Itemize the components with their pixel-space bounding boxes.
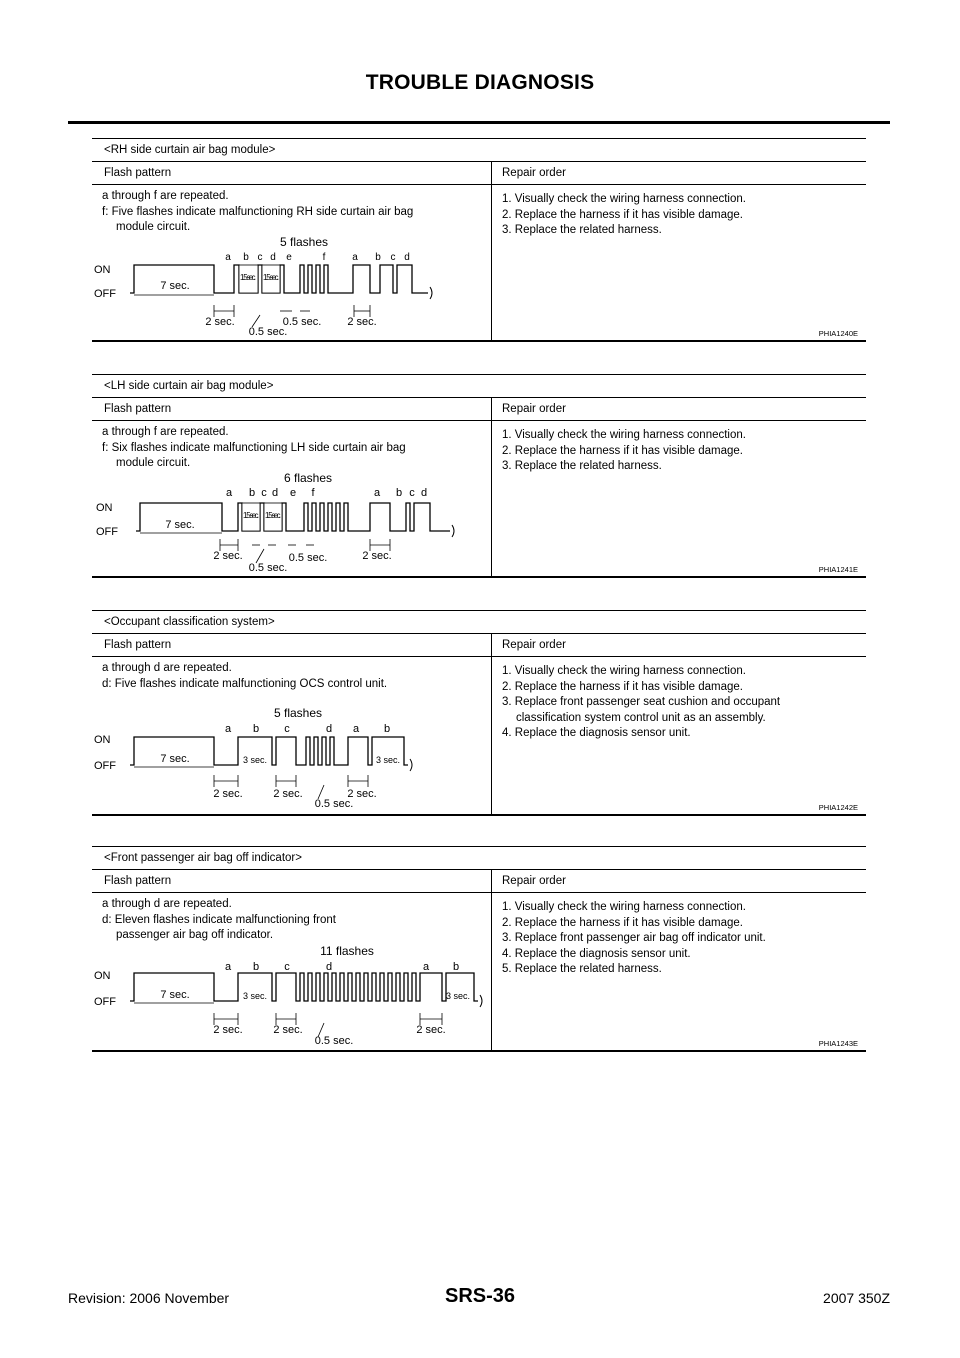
flash-pattern-header: Flash pattern bbox=[92, 870, 492, 892]
repair-step: 5. Replace the related harness. bbox=[502, 963, 662, 975]
pulse-letter: e bbox=[286, 252, 292, 263]
desc-line: d: Eleven flashes indicate malfunctioning front bbox=[102, 913, 336, 926]
pulse-letter: a bbox=[352, 723, 360, 735]
pulse-letter: c bbox=[284, 723, 290, 735]
pulse-letter: a bbox=[422, 961, 430, 973]
duration-box-label: 1.5 sec. bbox=[265, 511, 281, 520]
duration-7-sec: 7 sec. bbox=[160, 280, 190, 292]
duration-0-5-sec: 0.5 sec. bbox=[314, 1035, 354, 1047]
repair-step: 1. Visually check the wiring harness connection. bbox=[502, 665, 746, 677]
repair-step: 2. Replace the harness if it has visible damage. bbox=[502, 916, 743, 929]
duration-0-5-sec: 0.5 sec. bbox=[248, 326, 288, 338]
flashes-label: 6 flashes bbox=[283, 473, 333, 485]
duration-7-sec: 7 sec. bbox=[160, 753, 190, 765]
page-title: TROUBLE DIAGNOSIS bbox=[365, 71, 595, 94]
pulse-letter: f bbox=[311, 487, 315, 499]
section-title: <Occupant classification system> bbox=[92, 611, 866, 634]
table-body-row bbox=[92, 421, 866, 576]
flash-description bbox=[92, 421, 491, 472]
repair-step: 4. Replace the diagnosis sensor unit. bbox=[502, 727, 691, 739]
duration-box-label: 3 sec. bbox=[375, 755, 401, 765]
duration-2-sec: 2 sec. bbox=[362, 550, 392, 562]
duration-box-label: 3 sec. bbox=[445, 991, 471, 1001]
duration-2-sec: 2 sec. bbox=[416, 1024, 446, 1036]
section-lh-curtain bbox=[92, 374, 866, 578]
pulse-letter: e bbox=[289, 487, 297, 499]
flash-pattern-header: Flash pattern bbox=[92, 634, 492, 656]
pulse-letter: d bbox=[404, 252, 410, 263]
duration-box-label: 3 sec. bbox=[242, 991, 268, 1001]
pulse-letter: c bbox=[390, 252, 396, 263]
duration-2-sec: 2 sec. bbox=[213, 550, 243, 562]
on-label: ON bbox=[94, 970, 111, 982]
duration-2-sec: 2 sec. bbox=[273, 788, 303, 800]
repair-order-header: Repair order bbox=[502, 403, 566, 415]
table-body-row bbox=[92, 185, 866, 340]
repair-step: 3. Replace the related harness. bbox=[502, 224, 662, 236]
pulse-letter: b bbox=[383, 723, 391, 735]
pulse-letter: b bbox=[375, 252, 381, 263]
pulse-letter: b bbox=[248, 487, 256, 499]
desc-line: passenger air bag off indicator. bbox=[116, 929, 274, 941]
repair-step: 1. Visually check the wiring harness connection. bbox=[502, 193, 746, 205]
flash-pattern-diagram bbox=[92, 945, 492, 1050]
pulse-letter: c bbox=[284, 961, 290, 973]
figure-code: PHIA1243E bbox=[818, 1039, 858, 1048]
desc-line: d: Five flashes indicate malfunctioning OCS control unit. bbox=[102, 677, 388, 690]
table-header-row bbox=[92, 162, 866, 185]
section-front-passenger-indicator bbox=[92, 846, 866, 1052]
desc-line: module circuit. bbox=[116, 457, 191, 469]
pulse-letter: a bbox=[225, 487, 233, 499]
flash-pattern-header: Flash pattern bbox=[92, 398, 492, 420]
duration-7-sec: 7 sec. bbox=[160, 989, 190, 1001]
table-header-row bbox=[92, 634, 866, 657]
flash-pattern-diagram bbox=[92, 237, 492, 340]
off-label: OFF bbox=[94, 760, 116, 772]
duration-2-sec: 2 sec. bbox=[273, 1024, 303, 1036]
pulse-letter: c bbox=[409, 487, 415, 499]
pulse-letter: d bbox=[420, 487, 428, 499]
pulse-letter: d bbox=[270, 252, 276, 263]
revision-date: Revision: 2006 November bbox=[68, 1290, 230, 1306]
pulse-letter: b bbox=[452, 961, 460, 973]
repair-step: 3. Replace front passenger seat cushion and occupant bbox=[502, 696, 781, 708]
section-rh-curtain bbox=[92, 138, 866, 342]
flashes-label: 11 flashes bbox=[320, 945, 374, 958]
duration-0-5-sec: 0.5 sec. bbox=[248, 562, 288, 574]
pulse-letter: d bbox=[271, 487, 279, 499]
repair-order-header: Repair order bbox=[502, 639, 566, 651]
desc-line: a through d are repeated. bbox=[102, 898, 232, 910]
off-label: OFF bbox=[94, 288, 116, 300]
flash-description bbox=[92, 185, 491, 236]
repair-order-header: Repair order bbox=[502, 167, 566, 179]
repair-order-cell bbox=[492, 185, 866, 340]
figure-code: PHIA1242E bbox=[818, 803, 858, 812]
repair-step: 1. Visually check the wiring harness connection. bbox=[502, 429, 746, 441]
figure-code: PHIA1240E bbox=[818, 329, 858, 338]
figure-code: PHIA1241E bbox=[818, 565, 858, 574]
pulse-letter: f bbox=[322, 252, 326, 263]
duration-0-5-sec: 0.5 sec. bbox=[314, 798, 354, 810]
repair-step: 4. Replace the diagnosis sensor unit. bbox=[502, 947, 691, 960]
duration-2-sec: 2 sec. bbox=[205, 316, 235, 328]
pulse-letter: b bbox=[252, 723, 260, 735]
table-header-row bbox=[92, 398, 866, 421]
pulse-letter: b bbox=[243, 252, 249, 263]
desc-line: f: Five flashes indicate malfunctioning RH side curtain air bag bbox=[102, 205, 414, 218]
flash-description bbox=[92, 893, 491, 944]
flash-pattern-diagram bbox=[92, 473, 492, 576]
pulse-letter: b bbox=[252, 961, 260, 973]
repair-order-cell bbox=[492, 657, 866, 814]
pulse-letter: a bbox=[225, 252, 231, 263]
off-label: OFF bbox=[96, 526, 118, 538]
duration-2-sec: 2 sec. bbox=[213, 788, 243, 800]
repair-step: 1. Visually check the wiring harness connection. bbox=[502, 901, 746, 913]
desc-line: a through f are repeated. bbox=[102, 190, 229, 202]
repair-step: 3. Replace front passenger air bag off indicator unit. bbox=[502, 932, 766, 944]
model-year: 2007 350Z bbox=[823, 1290, 890, 1306]
duration-2-sec: 2 sec. bbox=[213, 1024, 243, 1036]
duration-2-sec: 2 sec. bbox=[347, 316, 377, 328]
page-number: SRS-36 bbox=[444, 1285, 516, 1307]
duration-box-label: 1.5 sec. bbox=[243, 511, 259, 520]
flashes-label: 5 flashes bbox=[279, 237, 329, 249]
desc-line: a through f are repeated. bbox=[102, 426, 229, 438]
header-rule bbox=[68, 121, 890, 124]
flash-pattern-cell bbox=[92, 893, 492, 1050]
duration-box-label: 3 sec. bbox=[242, 755, 268, 765]
section-title: <LH side curtain air bag module> bbox=[92, 375, 866, 398]
on-label: ON bbox=[96, 502, 113, 514]
duration-box-label: 1.5 sec. bbox=[240, 273, 256, 282]
duration-2-sec: 2 sec. bbox=[347, 788, 377, 800]
repair-order-cell bbox=[492, 421, 866, 576]
table-body-row bbox=[92, 657, 866, 814]
pulse-letter: a bbox=[352, 252, 358, 263]
pulse-letter: d bbox=[325, 723, 333, 735]
desc-line: a through d are repeated. bbox=[102, 662, 232, 674]
pulse-letter: d bbox=[325, 961, 333, 973]
duration-0-5-sec: 0.5 sec. bbox=[288, 552, 328, 564]
desc-line: f: Six flashes indicate malfunctioning LH side curtain air bag bbox=[102, 441, 406, 454]
flash-pattern-diagram bbox=[92, 707, 492, 814]
repair-order-header: Repair order bbox=[502, 875, 566, 887]
repair-step: 2. Replace the harness if it has visible damage. bbox=[502, 444, 743, 457]
section-occupant-classification bbox=[92, 610, 866, 816]
flashes-label: 5 flashes bbox=[273, 707, 323, 720]
repair-order-cell bbox=[492, 893, 866, 1050]
on-label: ON bbox=[94, 264, 111, 276]
flash-pattern-header: Flash pattern bbox=[92, 162, 492, 184]
flash-description bbox=[92, 657, 491, 692]
section-title: <RH side curtain air bag module> bbox=[92, 139, 866, 162]
pulse-letter: a bbox=[373, 487, 381, 499]
section-title: <Front passenger air bag off indicator> bbox=[92, 847, 866, 870]
duration-0-5-sec: 0.5 sec. bbox=[282, 316, 322, 328]
duration-7-sec: 7 sec. bbox=[165, 519, 195, 531]
on-label: ON bbox=[94, 734, 111, 746]
flash-pattern-cell bbox=[92, 185, 492, 340]
repair-step: 3. Replace the related harness. bbox=[502, 460, 662, 472]
pulse-letter: a bbox=[224, 961, 232, 973]
pulse-letter: c bbox=[257, 252, 263, 263]
pulse-letter: a bbox=[224, 723, 232, 735]
repair-step: classification system control unit as an assembly. bbox=[516, 711, 766, 724]
desc-line: module circuit. bbox=[116, 221, 191, 233]
pulse-letter: b bbox=[395, 487, 403, 499]
off-label: OFF bbox=[94, 996, 116, 1008]
pulse-letter: c bbox=[261, 487, 267, 499]
flash-pattern-cell bbox=[92, 657, 492, 814]
repair-step: 2. Replace the harness if it has visible damage. bbox=[502, 208, 743, 221]
repair-step: 2. Replace the harness if it has visible damage. bbox=[502, 680, 743, 693]
flash-pattern-cell bbox=[92, 421, 492, 576]
table-body-row bbox=[92, 893, 866, 1050]
duration-box-label: 1.5 sec. bbox=[263, 273, 279, 282]
table-header-row bbox=[92, 870, 866, 893]
